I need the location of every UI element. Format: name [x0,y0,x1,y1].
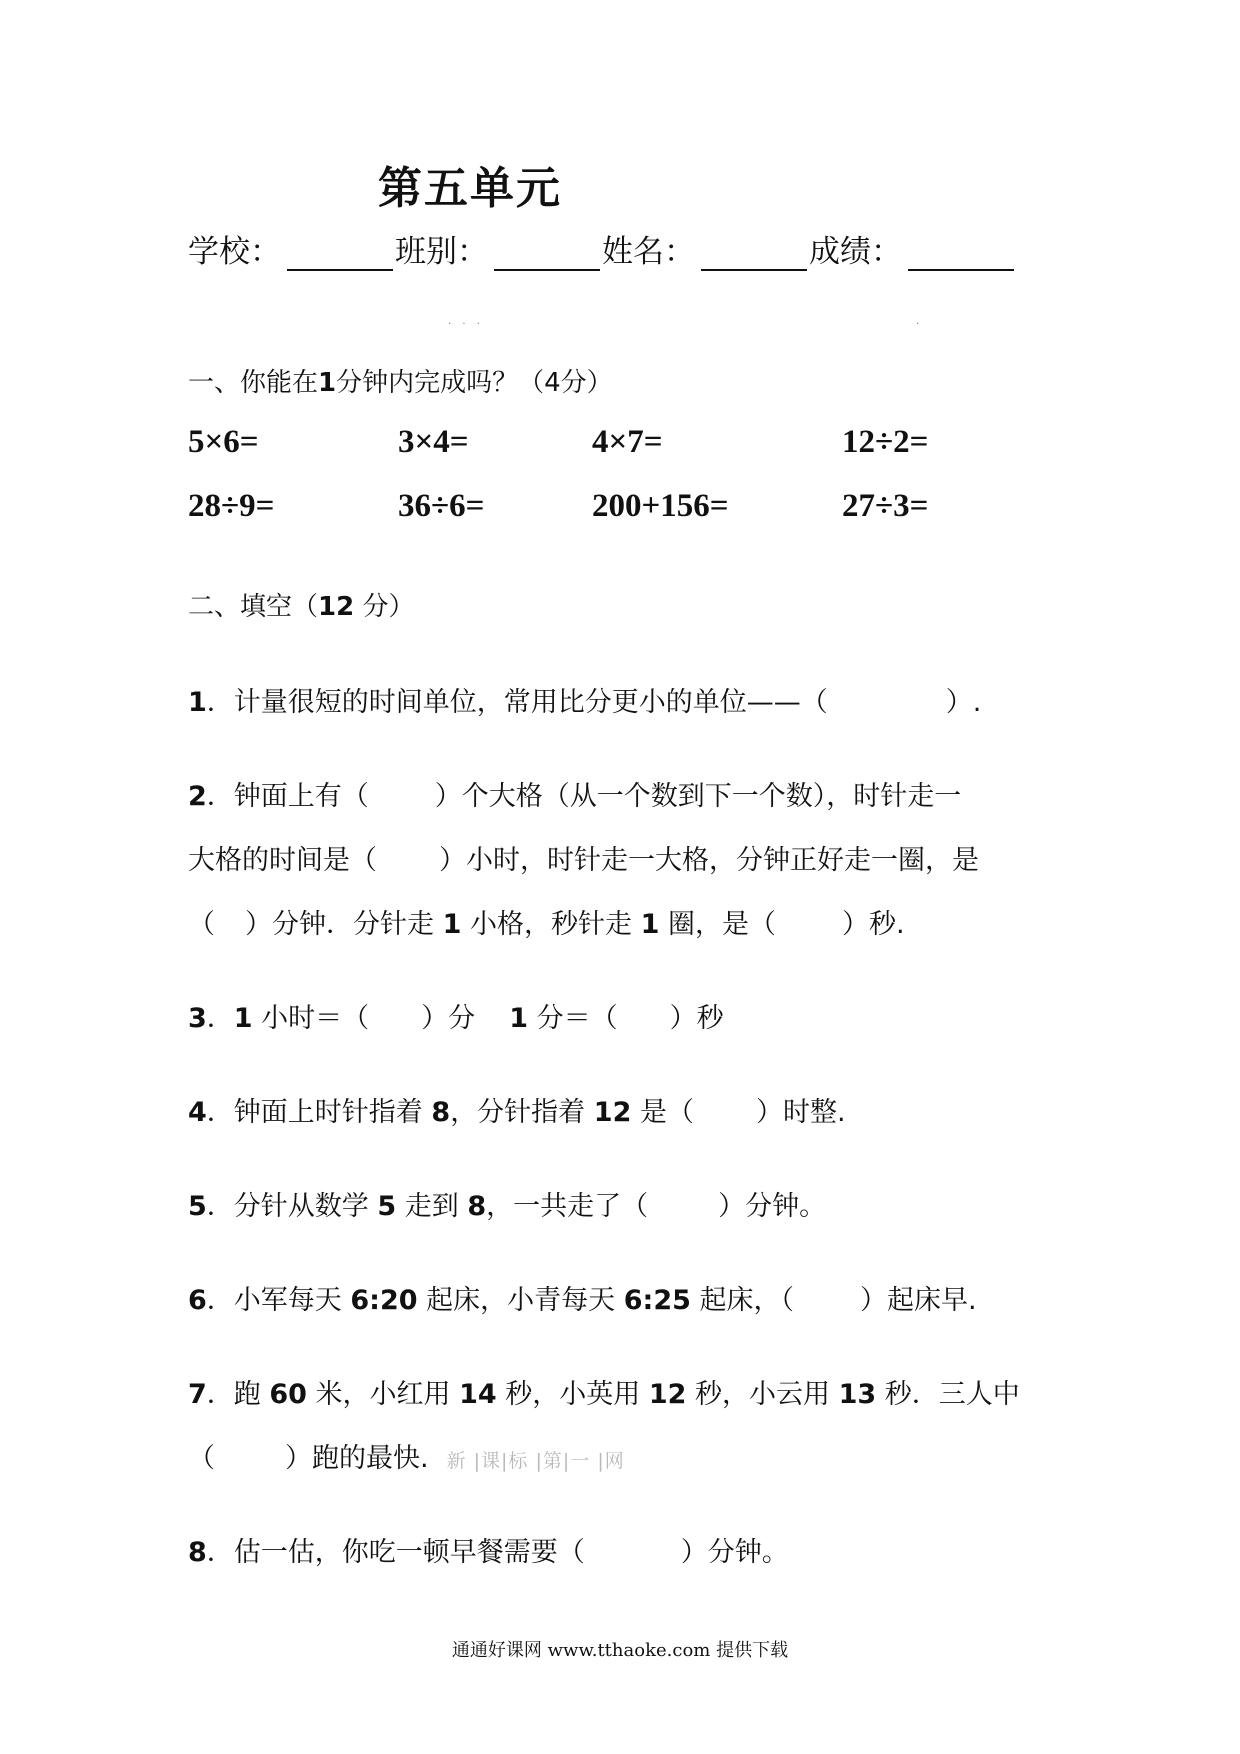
question-number-value: 1 [509,1003,528,1034]
question-text: 秒，小英用 [496,1379,649,1410]
question-number-value: 5 [377,1191,397,1222]
score-blank[interactable] [908,239,1014,271]
calc-problem: 4×7= [592,424,663,460]
name-blank[interactable] [701,239,807,271]
question-2-line-1 [188,774,961,813]
question-text: （ [188,909,215,940]
question-6 [188,1278,977,1317]
question-text: 是（ [631,1097,694,1128]
question-number-value: 6:25 [623,1285,691,1316]
question-4 [188,1090,846,1129]
section-1-heading-pre: 一、你能在 [188,368,319,398]
calc-problem: 5×6= [188,424,259,460]
question-text: 走到 [396,1191,468,1222]
calc-problem: 200+156= [592,488,729,524]
calc-problem: 28÷9= [188,488,275,524]
question-text: ）分钟。 [680,1537,789,1568]
question-number-value: 1 [640,909,660,940]
question-number-value: 14 [459,1379,497,1410]
question-text: ）跑的最快. [285,1443,429,1474]
score-label: 成绩： [809,234,902,270]
section-2-heading [188,586,414,623]
question-text: 秒．三人中 [876,1379,1020,1410]
watermark-text: 新 |课|标 |第|一 |网 [446,1450,625,1472]
question-text: 秒，小云用 [686,1379,839,1410]
class-blank[interactable] [494,239,600,271]
question-text: ）个大格（从一个数到下一个数），时针走一 [434,781,962,812]
question-text: （ [188,1443,215,1474]
question-text: ）秒. [841,909,905,940]
question-number: 4 [188,1097,207,1128]
question-3 [188,996,724,1035]
question-text: 起床，小青每天 [417,1285,624,1316]
section-2-heading-num: 12 [318,592,355,622]
page-title: 第五单元 [378,163,562,214]
school-blank[interactable] [287,239,393,271]
calc-problem: 27÷3= [842,488,929,524]
question-text: ）时整. [755,1097,846,1128]
question-text: ，分针指着 [450,1097,594,1128]
question-text: ．计量很短的时间单位，常用比分更小的单位——（ [206,687,828,718]
question-number-value: 12 [648,1379,687,1410]
question-number: 5 [188,1191,207,1222]
question-1 [188,680,981,719]
section-2-heading-post: 分） [354,592,415,622]
question-text: ，一共走了（ [486,1191,649,1222]
question-8 [188,1530,789,1569]
question-text: ）小时，时针走一大格，分钟正好走一圈，是 [439,845,979,876]
student-info-row [188,226,1016,271]
question-text: 小格，秒针走 [461,909,641,940]
scan-dots: . . . [448,316,484,327]
question-text: 大格的时间是（ [188,845,377,876]
question-text: ．分针从数学 [206,1191,378,1222]
question-text: ．跑 [206,1379,270,1410]
question-text: ）分钟。 [718,1191,827,1222]
question-2-line-2 [188,838,979,877]
section-1-heading [188,362,613,399]
calc-problem: 36÷6= [398,488,485,524]
question-7-line-1 [188,1372,1020,1411]
question-text: 小时＝（ [252,1003,370,1034]
question-number: 1 [188,687,207,718]
question-text: ）秒 [669,1003,724,1034]
page-footer: 通通好课网 www.tthaoke.com 提供下载 [451,1640,789,1661]
question-text: ．钟面上有（ [206,781,369,812]
question-number: 8 [188,1537,207,1568]
question-text: 圈，是（ [659,909,776,940]
scan-dot: . [916,316,924,327]
question-number-value: 1 [442,909,462,940]
class-label: 班别： [395,234,488,270]
question-number-value: 13 [838,1379,877,1410]
calc-problem: 3×4= [398,424,469,460]
question-text: ）. [945,687,982,718]
question-number: 2 [188,781,207,812]
name-label: 姓名： [602,234,695,270]
question-number-value: 1 [233,1003,253,1034]
question-number-value: 6:20 [350,1285,418,1316]
question-number-value: 8 [467,1191,487,1222]
question-text: ．钟面上时针指着 [206,1097,432,1128]
calc-problem: 12÷2= [842,424,929,460]
question-text: 米，小红用 [306,1379,460,1410]
question-text: ．小军每天 [206,1285,351,1316]
school-label: 学校： [188,234,281,270]
question-text: ）起床早. [860,1285,977,1316]
section-1-heading-post: 分钟内完成吗？（4分） [336,368,613,398]
question-7-line-2 [188,1436,625,1475]
question-text: 分＝（ [527,1003,618,1034]
question-5 [188,1184,826,1223]
section-2-heading-pre: 二、填空（ [188,592,319,622]
question-text: ． [206,1003,234,1034]
section-1-heading-num: 1 [318,368,337,398]
question-number-value: 8 [431,1097,451,1128]
question-text: 起床，（ [690,1285,794,1316]
question-number-value: 60 [269,1379,307,1410]
question-text: ）分钟．分针走 [245,909,443,940]
question-number-value: 12 [593,1097,632,1128]
question-text: ．估一估，你吃一顿早餐需要（ [206,1537,585,1568]
question-number: 3 [188,1003,207,1034]
question-number: 7 [188,1379,207,1410]
question-2-line-3 [188,902,905,941]
question-number: 6 [188,1285,207,1316]
question-text: ）分 [421,1003,476,1034]
